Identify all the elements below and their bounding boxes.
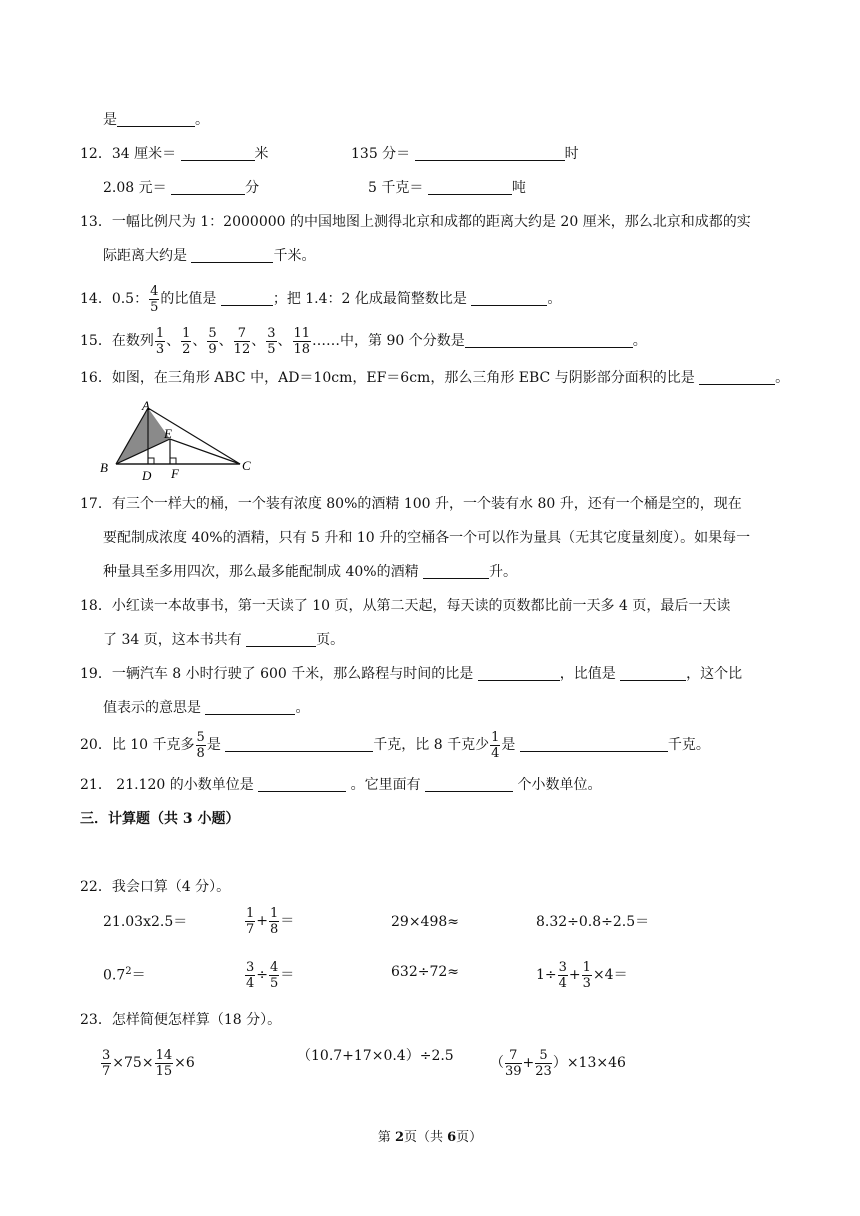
fraction [269, 961, 279, 990]
separator: 、 [218, 333, 233, 349]
q22-r2c4 [536, 956, 628, 994]
q12-c-text: 2.08 元＝ [103, 180, 167, 196]
q14 [80, 280, 561, 318]
denominator: 8 [196, 745, 205, 761]
q19-post: ，这个比 [686, 666, 743, 682]
numerator: 1 [270, 905, 279, 921]
q16-text: 如图，在三角形 ABC 中，AD＝10cm，EF＝6cm，那么三角形 EBC 与阴影部分面积的比是 [111, 370, 695, 386]
q12-b-text: 135 分＝ [351, 146, 411, 162]
q23-expr3 [490, 1044, 626, 1082]
fraction [245, 961, 255, 990]
q13-line1 [80, 212, 751, 232]
q19-text2: 值表示的意思是 [103, 700, 201, 716]
q12-a-text: 34 厘米＝ [111, 146, 177, 162]
triangle-figure [96, 396, 260, 484]
denominator: 15 [155, 1063, 173, 1079]
q12-line2b [368, 178, 526, 198]
numerator: 7 [234, 327, 251, 342]
plus-sign: + [256, 913, 269, 929]
denominator: 4 [491, 745, 500, 761]
q22-r1c3: 29×498≈ [391, 914, 459, 930]
answer-blank[interactable] [225, 735, 373, 752]
denominator: 3 [582, 975, 591, 991]
q15-pre: 在数列 [111, 333, 154, 349]
q15-end: 。 [632, 333, 647, 349]
question-number: 15． [80, 333, 112, 349]
fraction [155, 1049, 174, 1078]
divide-sign: ÷ [256, 967, 269, 983]
pre: 1÷ [536, 967, 557, 983]
denominator: 2 [182, 341, 191, 357]
section-title: 三．计算题（共 3 小题） [80, 811, 240, 827]
fraction [181, 327, 191, 356]
q21-c: 个小数单位。 [517, 777, 602, 793]
q17-text1: 有三个一样大的桶，一个装有浓度 80%的酒精 100 升，一个装有水 80 升，还有一个桶是空的，现在 [111, 496, 742, 512]
q16 [80, 368, 789, 388]
q11-end: 。 [195, 112, 209, 128]
q11-text: 是 [103, 112, 117, 128]
q21 [80, 775, 602, 795]
q13-text2: 际距离大约是 [103, 248, 187, 264]
plus-sign: + [522, 1055, 535, 1071]
numerator: 3 [267, 325, 276, 341]
answer-blank[interactable] [471, 289, 547, 306]
q17-line2 [103, 528, 750, 548]
q14-pre: 0.5： [111, 291, 149, 307]
q22-r1c1: 21.03x2.5＝ [103, 914, 188, 930]
q12-line1 [80, 144, 269, 164]
q12-d-text: 5 千克＝ [368, 180, 424, 196]
post: ）×13×46 [552, 1055, 626, 1071]
denominator: 18 [293, 341, 311, 357]
paren-open: （ [490, 1055, 504, 1071]
q20-e: 千克。 [667, 737, 710, 753]
post: ×4＝ [592, 967, 628, 983]
q20-c: 千克，比 8 千克少 [373, 737, 490, 753]
answer-blank[interactable] [258, 775, 346, 792]
q15 [80, 322, 647, 360]
question-number: 22． [80, 879, 112, 895]
question-number: 20． [80, 737, 112, 753]
q12-c-unit: 分 [245, 180, 260, 196]
numerator: 1 [182, 325, 191, 341]
fraction [269, 907, 279, 936]
fraction [196, 731, 206, 760]
question-number: 13． [80, 214, 112, 230]
q12-line1b [351, 144, 579, 164]
q13-text: 一幅比例尺为 1：2000000 的中国地图上测得北京和成都的距离大约是 20 厘米，那么北京和成都的实 [111, 214, 751, 230]
question-number: 16． [80, 370, 112, 386]
plus-sign: + [568, 967, 581, 983]
denominator: 7 [102, 1063, 111, 1079]
denominator: 23 [535, 1063, 552, 1079]
q17-line1 [80, 494, 742, 514]
q14-end: 。 [547, 291, 562, 307]
q22-text: 我会口算（4 分）。 [111, 879, 231, 895]
numerator: 1 [582, 959, 591, 975]
q12-b-unit: 时 [564, 146, 579, 162]
q19-mid: ，比值是 [559, 666, 616, 682]
denominator: 4 [558, 975, 567, 991]
denominator: 5 [267, 341, 276, 357]
numerator: 3 [102, 1047, 111, 1063]
fraction [155, 327, 165, 356]
fraction [582, 961, 592, 990]
denominator: 5 [150, 299, 159, 315]
q18-text2: 了 34 页，这本书共有 [103, 632, 242, 648]
q17-text3: 种量具至多用四次，那么最多能配制成 40%的酒精 [103, 564, 419, 580]
label-f: F [171, 466, 179, 481]
page-footer [0, 1126, 860, 1145]
footer-a: 第 [377, 1130, 395, 1145]
question-number: 19． [80, 666, 112, 682]
numerator: 5 [196, 729, 205, 745]
answer-blank[interactable] [117, 110, 195, 127]
q23-expr2: （10.7+17×0.4）÷2.5 [297, 1048, 454, 1064]
answer-blank[interactable] [205, 698, 295, 715]
numerator: 1 [155, 325, 165, 341]
q18-unit: 页。 [316, 632, 345, 648]
q13-line2 [103, 246, 315, 266]
numerator: 14 [155, 1047, 173, 1063]
q22-r2c2 [244, 956, 294, 994]
q13-unit: 千米。 [273, 248, 316, 264]
equals-sign: ＝ [280, 913, 295, 929]
q12-line2 [103, 178, 259, 198]
denominator: 9 [208, 341, 217, 357]
label-e: E [164, 426, 172, 441]
answer-blank[interactable] [221, 289, 273, 306]
denominator: 4 [246, 975, 255, 991]
total-pages: 6 [447, 1130, 457, 1145]
denominator: 5 [270, 975, 279, 991]
denominator: 39 [505, 1063, 522, 1079]
q18-line2 [103, 630, 344, 650]
numerator: 1 [491, 729, 500, 745]
q15-post: ……中，第 90 个分数是 [312, 333, 465, 349]
question-number: 21． [80, 777, 112, 793]
answer-blank[interactable] [520, 735, 668, 752]
answer-blank[interactable] [699, 368, 775, 385]
separator: 、 [277, 333, 292, 349]
op: ×6 [174, 1055, 195, 1071]
question-number: 18． [80, 598, 112, 614]
fraction [149, 285, 159, 314]
answer-blank[interactable] [465, 331, 633, 348]
fraction [293, 327, 312, 356]
numerator: 5 [208, 325, 217, 341]
q23-title [80, 1010, 281, 1030]
numerator: 5 [535, 1049, 552, 1064]
fraction [245, 907, 255, 936]
fraction [505, 1049, 522, 1078]
fraction [207, 327, 217, 356]
q14-mid2: ；把 1.4：2 化成最简整数比是 [272, 291, 467, 307]
q19-end: 。 [295, 700, 310, 716]
denominator: 3 [155, 341, 165, 357]
label-b: B [100, 460, 108, 475]
q21-a: 21.120 的小数单位是 [116, 777, 254, 793]
fraction [234, 327, 251, 356]
separator: 、 [192, 333, 207, 349]
question-number: 12． [80, 146, 112, 162]
q12-d-unit: 吨 [511, 180, 526, 196]
q14-mid: 的比值是 [160, 291, 217, 307]
op: ×75× [112, 1055, 154, 1071]
q20-b: 是 [206, 737, 221, 753]
answer-blank[interactable] [478, 664, 560, 681]
answer-blank[interactable] [428, 178, 512, 195]
q22-r1c2 [244, 902, 294, 940]
label-d: D [142, 468, 152, 483]
fraction [266, 327, 276, 356]
q21-b: 。它里面有 [350, 777, 421, 793]
q17-unit: 升。 [489, 564, 518, 580]
answer-blank[interactable] [246, 630, 316, 647]
numerator: 1 [246, 905, 255, 921]
question-number: 23． [80, 1012, 112, 1028]
numerator: 4 [150, 283, 159, 299]
q18-text1: 小红读一本故事书，第一天读了 10 页，从第二天起，每天读的页数都比前一天多 4 页，最后一天读 [111, 598, 731, 614]
q22-title [80, 877, 230, 897]
q12-a-unit: 米 [254, 146, 269, 162]
label-a: A [142, 398, 150, 413]
answer-blank[interactable] [423, 562, 489, 579]
separator: 、 [251, 333, 266, 349]
numerator: 3 [558, 959, 567, 975]
question-number: 17． [80, 496, 112, 512]
answer-blank[interactable] [191, 246, 273, 263]
fraction [490, 731, 500, 760]
equals-sign: ＝ [280, 967, 295, 983]
answer-blank[interactable] [620, 664, 686, 681]
question-number: 14． [80, 291, 112, 307]
label-c: C [242, 458, 251, 473]
q16-end: 。 [775, 370, 790, 386]
denominator: 7 [246, 921, 255, 937]
q22-r1c4: 8.32÷0.8÷2.5＝ [536, 914, 650, 930]
footer-c: 页） [456, 1130, 483, 1145]
q20 [80, 726, 710, 764]
numerator: 3 [246, 959, 255, 975]
q19-line2 [103, 698, 309, 718]
q23-text: 怎样简便怎样算（18 分）。 [111, 1012, 282, 1028]
fraction [558, 961, 568, 990]
base: 0.7 [103, 967, 126, 984]
answer-blank[interactable] [181, 144, 255, 161]
q19-text1: 一辆汽车 8 小时行驶了 600 千米，那么路程与时间的比是 [111, 666, 474, 682]
numerator: 7 [505, 1049, 522, 1064]
numerator: 4 [270, 959, 279, 975]
footer-b: 页（共 [403, 1130, 448, 1145]
fraction [535, 1049, 552, 1078]
page-number: 2 [394, 1130, 404, 1145]
answer-blank[interactable] [425, 775, 513, 792]
denominator: 12 [233, 341, 251, 357]
fraction [101, 1049, 111, 1078]
q22-r2c1 [103, 962, 146, 986]
numerator: 11 [293, 325, 311, 341]
q19-line1 [80, 664, 742, 684]
q17-line3 [103, 562, 517, 582]
separator: 、 [166, 333, 181, 349]
q20-d: 是 [501, 737, 516, 753]
q11-tail [103, 110, 209, 130]
q17-text2: 要配制成浓度 40%的酒精，只有 5 升和 10 升的空桶各一个可以作为量具（无其它度量刻度）。如果每一 [103, 530, 751, 546]
denominator: 8 [270, 921, 279, 937]
q20-a: 比 10 千克多 [111, 737, 195, 753]
q18-line1 [80, 596, 730, 616]
answer-blank[interactable] [171, 178, 245, 195]
q22-r2c3: 632÷72≈ [391, 964, 459, 980]
answer-blank[interactable] [415, 144, 565, 161]
q23-expr1 [100, 1044, 195, 1082]
exponent: 2 [125, 966, 132, 977]
equals-sign: ＝ [131, 967, 146, 984]
